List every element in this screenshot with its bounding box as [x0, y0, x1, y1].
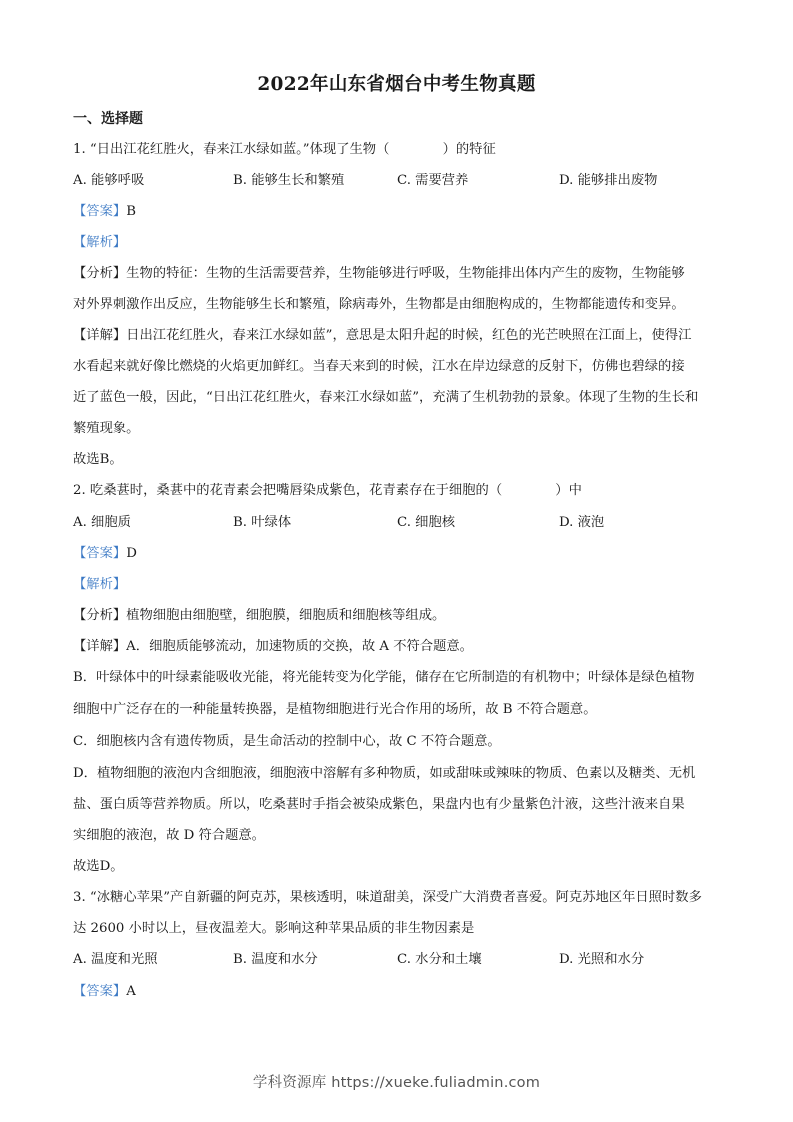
q2-detail-line: B．叶绿体中的叶绿素能吸收光能，将光能转变为化学能，储存在它所制造的有机物中；叶绿体是绿色植物 [73, 670, 695, 685]
page-title: 2022年山东省烟台中考生物真题 [257, 74, 536, 95]
q2-detail-line: 细胞中广泛存在的一种能量转换器，是植物细胞进行光合作用的场所，故 B 不符合题意。 [73, 702, 597, 717]
q2-jiexi: 【解析】 [73, 577, 127, 592]
q1-detail-line: 繁殖现象。 [73, 421, 140, 436]
q3-answer [73, 983, 723, 1001]
q2-option-c: C. 细胞核 [397, 515, 456, 530]
q2-detail-line: C．细胞核内含有遗传物质，是生命活动的控制中心，故 C 不符合题意。 [73, 734, 501, 749]
q1-analysis-line: 对外界刺激作出反应，生物能够生长和繁殖，除病毒外，生物都是由细胞构成的，生物都能遗传和变异。 [73, 297, 685, 312]
answer-tag: 【答案】 [73, 204, 127, 219]
q1-detail-line: 水看起来就好像比燃烧的火焰更加鲜红。当春天来到的时候，江水在岸边绿意的反射下，仿佛也碧绿的接 [73, 359, 685, 374]
q2-answer [73, 545, 723, 563]
q1-option-d: D. 能够排出废物 [559, 173, 658, 188]
q1-answer [73, 203, 723, 221]
section-heading: 一、选择题 [73, 111, 143, 127]
q1-jiexi: 【解析】 [73, 235, 127, 250]
q3-stem-line: 达 2600 小时以上，昼夜温差大。影响这种苹果品质的非生物因素是 [73, 921, 475, 936]
q2-option-a: A. 细胞质 [73, 515, 131, 530]
answer-value: B [126, 204, 136, 219]
q1-option-b: B. 能够生长和繁殖 [233, 173, 345, 188]
q2-detail-line: 实细胞的液泡，故 D 符合题意。 [73, 828, 265, 843]
q1-stem: 1. “日出江花红胜火，春来江水绿如蓝。”体现了生物（ ）的特征 [73, 142, 496, 157]
q1-analysis-line: 【分析】生物的特征：生物的生活需要营养，生物能够进行呼吸，生物能排出体内产生的废物，生物能够 [73, 266, 685, 281]
q1-detail-line: 【详解】日出江花红胜火，春来江水绿如蓝”，意思是太阳升起的时候，红色的光芒映照在江面上，使得江 [73, 328, 692, 343]
q1-conclusion: 故选B。 [73, 452, 123, 467]
q2-detail-line: D．植物细胞的液泡内含细胞液，细胞液中溶解有多种物质，如或甜味或辣味的物质、色素以及糖类、无机 [73, 766, 696, 781]
q3-option-d: D. 光照和水分 [559, 952, 645, 967]
q1-option-c: C. 需要营养 [397, 173, 469, 188]
answer-value: A [126, 984, 136, 999]
q2-stem: 2. 吃桑葚时，桑葚中的花青素会把嘴唇染成紫色，花青素存在于细胞的（ ）中 [73, 483, 582, 498]
footer-watermark: 学科资源库 https://xueke.fuliadmin.com [252, 1075, 541, 1091]
q2-option-d: D. 液泡 [559, 515, 605, 530]
q1-option-a: A. 能够呼吸 [73, 173, 145, 188]
q3-option-a: A. 温度和光照 [73, 952, 158, 967]
q3-option-b: B. 温度和水分 [233, 952, 318, 967]
q2-conclusion: 故选D。 [73, 859, 124, 874]
q3-option-c: C. 水分和土壤 [397, 952, 482, 967]
answer-tag: 【答案】 [73, 546, 127, 561]
answer-value: D [126, 546, 137, 561]
q2-analysis: 【分析】植物细胞由细胞壁，细胞膜，细胞质和细胞核等组成。 [73, 608, 446, 623]
q2-detail-line: 盐、蛋白质等营养物质。所以，吃桑葚时手指会被染成紫色，果盘内也有少量紫色汁液，这些汁液来自果 [73, 797, 685, 812]
q2-option-b: B. 叶绿体 [233, 515, 292, 530]
q3-stem-line: 3. “冰糖心苹果”产自新疆的阿克苏，果核透明，味道甜美，深受广大消费者喜爱。阿克苏地区年日照时数多 [73, 890, 702, 905]
q2-detail-line: 【详解】A．细胞质能够流动，加速物质的交换，故 A 不符合题意。 [73, 639, 473, 654]
q1-detail-line: 近了蓝色一般，因此，“日出江花红胜火，春来江水绿如蓝”，充满了生机勃勃的景象。体现了生物的生长和 [73, 390, 699, 405]
answer-tag: 【答案】 [73, 984, 127, 999]
